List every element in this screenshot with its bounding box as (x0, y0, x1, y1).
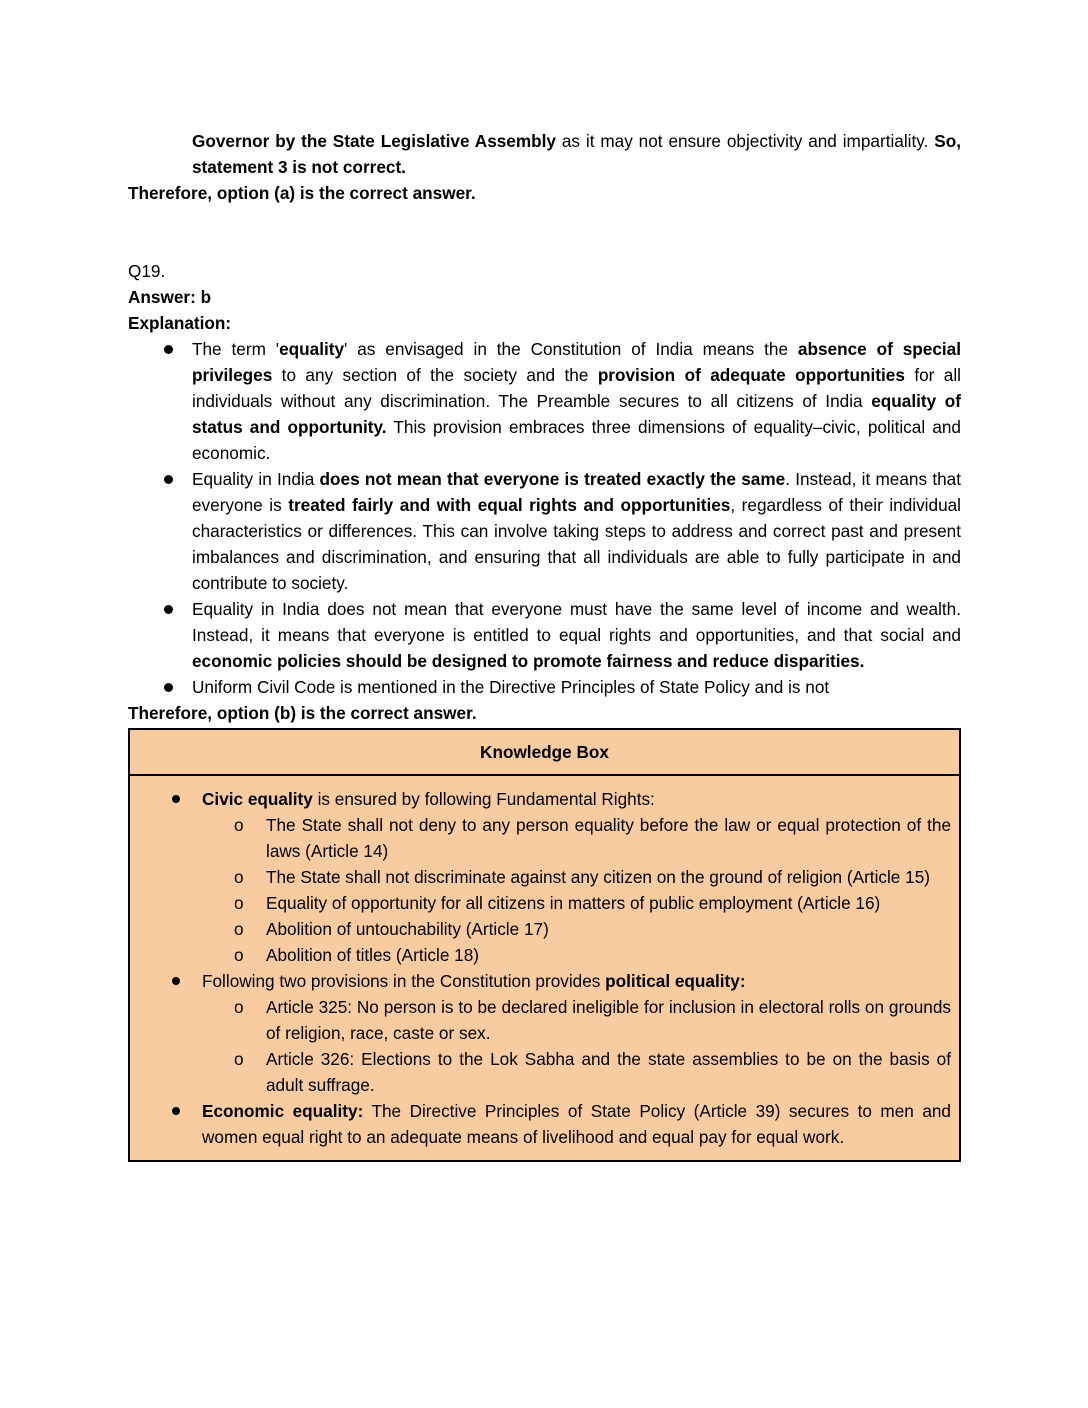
civic-equality-item: Civic equality is ensured by following Fundamental Rights: o The State shall not deny to any person equality before the law or equal protection of the laws (Article 14) o The State shall not discriminate against any citizen on the ground of religion (Article 15) o Equality of opportunity for all citizens in matters of public employment (Article 16) o Abolition of untouchability (Article 17) o Abolition of titles (Article 18) (130, 786, 951, 968)
political-equality-item: Following two provisions in the Constitution provides political equality: o Article 325: No person is to be declared ineligible for inclusion in electoral rolls on grounds of religion, race, caste or sex. o Article 326: Elections to the Lok Sabha and the state assemblies to be on the basis of adult suffrage. (130, 968, 951, 1098)
political-sublist (202, 994, 951, 1098)
text: as it may not ensure objectivity and impartiality. (555, 131, 935, 151)
statement-verdict: So, statement 3 is not correct. (192, 131, 961, 177)
sub-item: o Article 326: Elections to the Lok Sabha and the state assemblies to be on the basis of adult suffrage. (202, 1046, 951, 1098)
explanation-bullet: Uniform Civil Code is mentioned in the Directive Principles of State Policy and is not (128, 674, 961, 700)
answer-label: Answer: b (128, 287, 212, 307)
explanation-bullet: Equality in India does not mean that everyone is treated exactly the same. Instead, it means that everyone is treated fairly and with equal rights and opportunities, regardless of their individual characteristics or differences. This can involve taking steps to address and correct past and present imbalances and discrimination, and ensuring that all individuals are able to fully participate in and contribute to society. (128, 466, 961, 596)
sub-item: o The State shall not discriminate against any citizen on the ground of religion (Article 15) (202, 864, 951, 890)
explanation-list (128, 336, 961, 700)
sub-item: o The State shall not deny to any person equality before the law or equal protection of the laws (Article 14) (202, 812, 951, 864)
previous-conclusion: Therefore, option (a) is the correct answer. (128, 183, 476, 203)
sub-item: o Abolition of titles (Article 18) (202, 942, 951, 968)
knowledge-list (130, 786, 951, 1150)
civic-sublist (202, 812, 951, 968)
economic-equality-item: Economic equality: The Directive Principles of State Policy (Article 39) secures to men and women equal right to an adequate means of livelihood and equal pay for equal work. (130, 1098, 951, 1150)
q19-conclusion: Therefore, option (b) is the correct answer. (128, 703, 477, 723)
sub-item: o Article 325: No person is to be declared ineligible for inclusion in electoral rolls on grounds of religion, race, caste or sex. (202, 994, 951, 1046)
document-page (128, 128, 961, 1162)
previous-answer-continuation (128, 128, 961, 180)
knowledge-box (128, 728, 961, 1162)
sub-item: o Equality of opportunity for all citizens in matters of public employment (Article 16) (202, 890, 951, 916)
sub-item: o Abolition of untouchability (Article 17) (202, 916, 951, 942)
explanation-label: Explanation: (128, 313, 232, 333)
question-number: Q19. (128, 261, 166, 281)
explanation-bullet: The term 'equality' as envisaged in the Constitution of India means the absence of special privileges to any section of the society and the provision of adequate opportunities for all individuals without any discrimination. The Preamble secures to all citizens of India equality of status and opportunity. This provision embraces three dimensions of equality–civic, political and economic. (128, 336, 961, 466)
knowledge-box-title: Knowledge Box (130, 730, 959, 776)
bold-phrase: Governor by the State Legislative Assembly (192, 131, 556, 151)
explanation-bullet: Equality in India does not mean that everyone must have the same level of income and wealth. Instead, it means that everyone is entitled to equal rights and opportunities, and that social and economic policies should be designed to promote fairness and reduce disparities. (128, 596, 961, 674)
